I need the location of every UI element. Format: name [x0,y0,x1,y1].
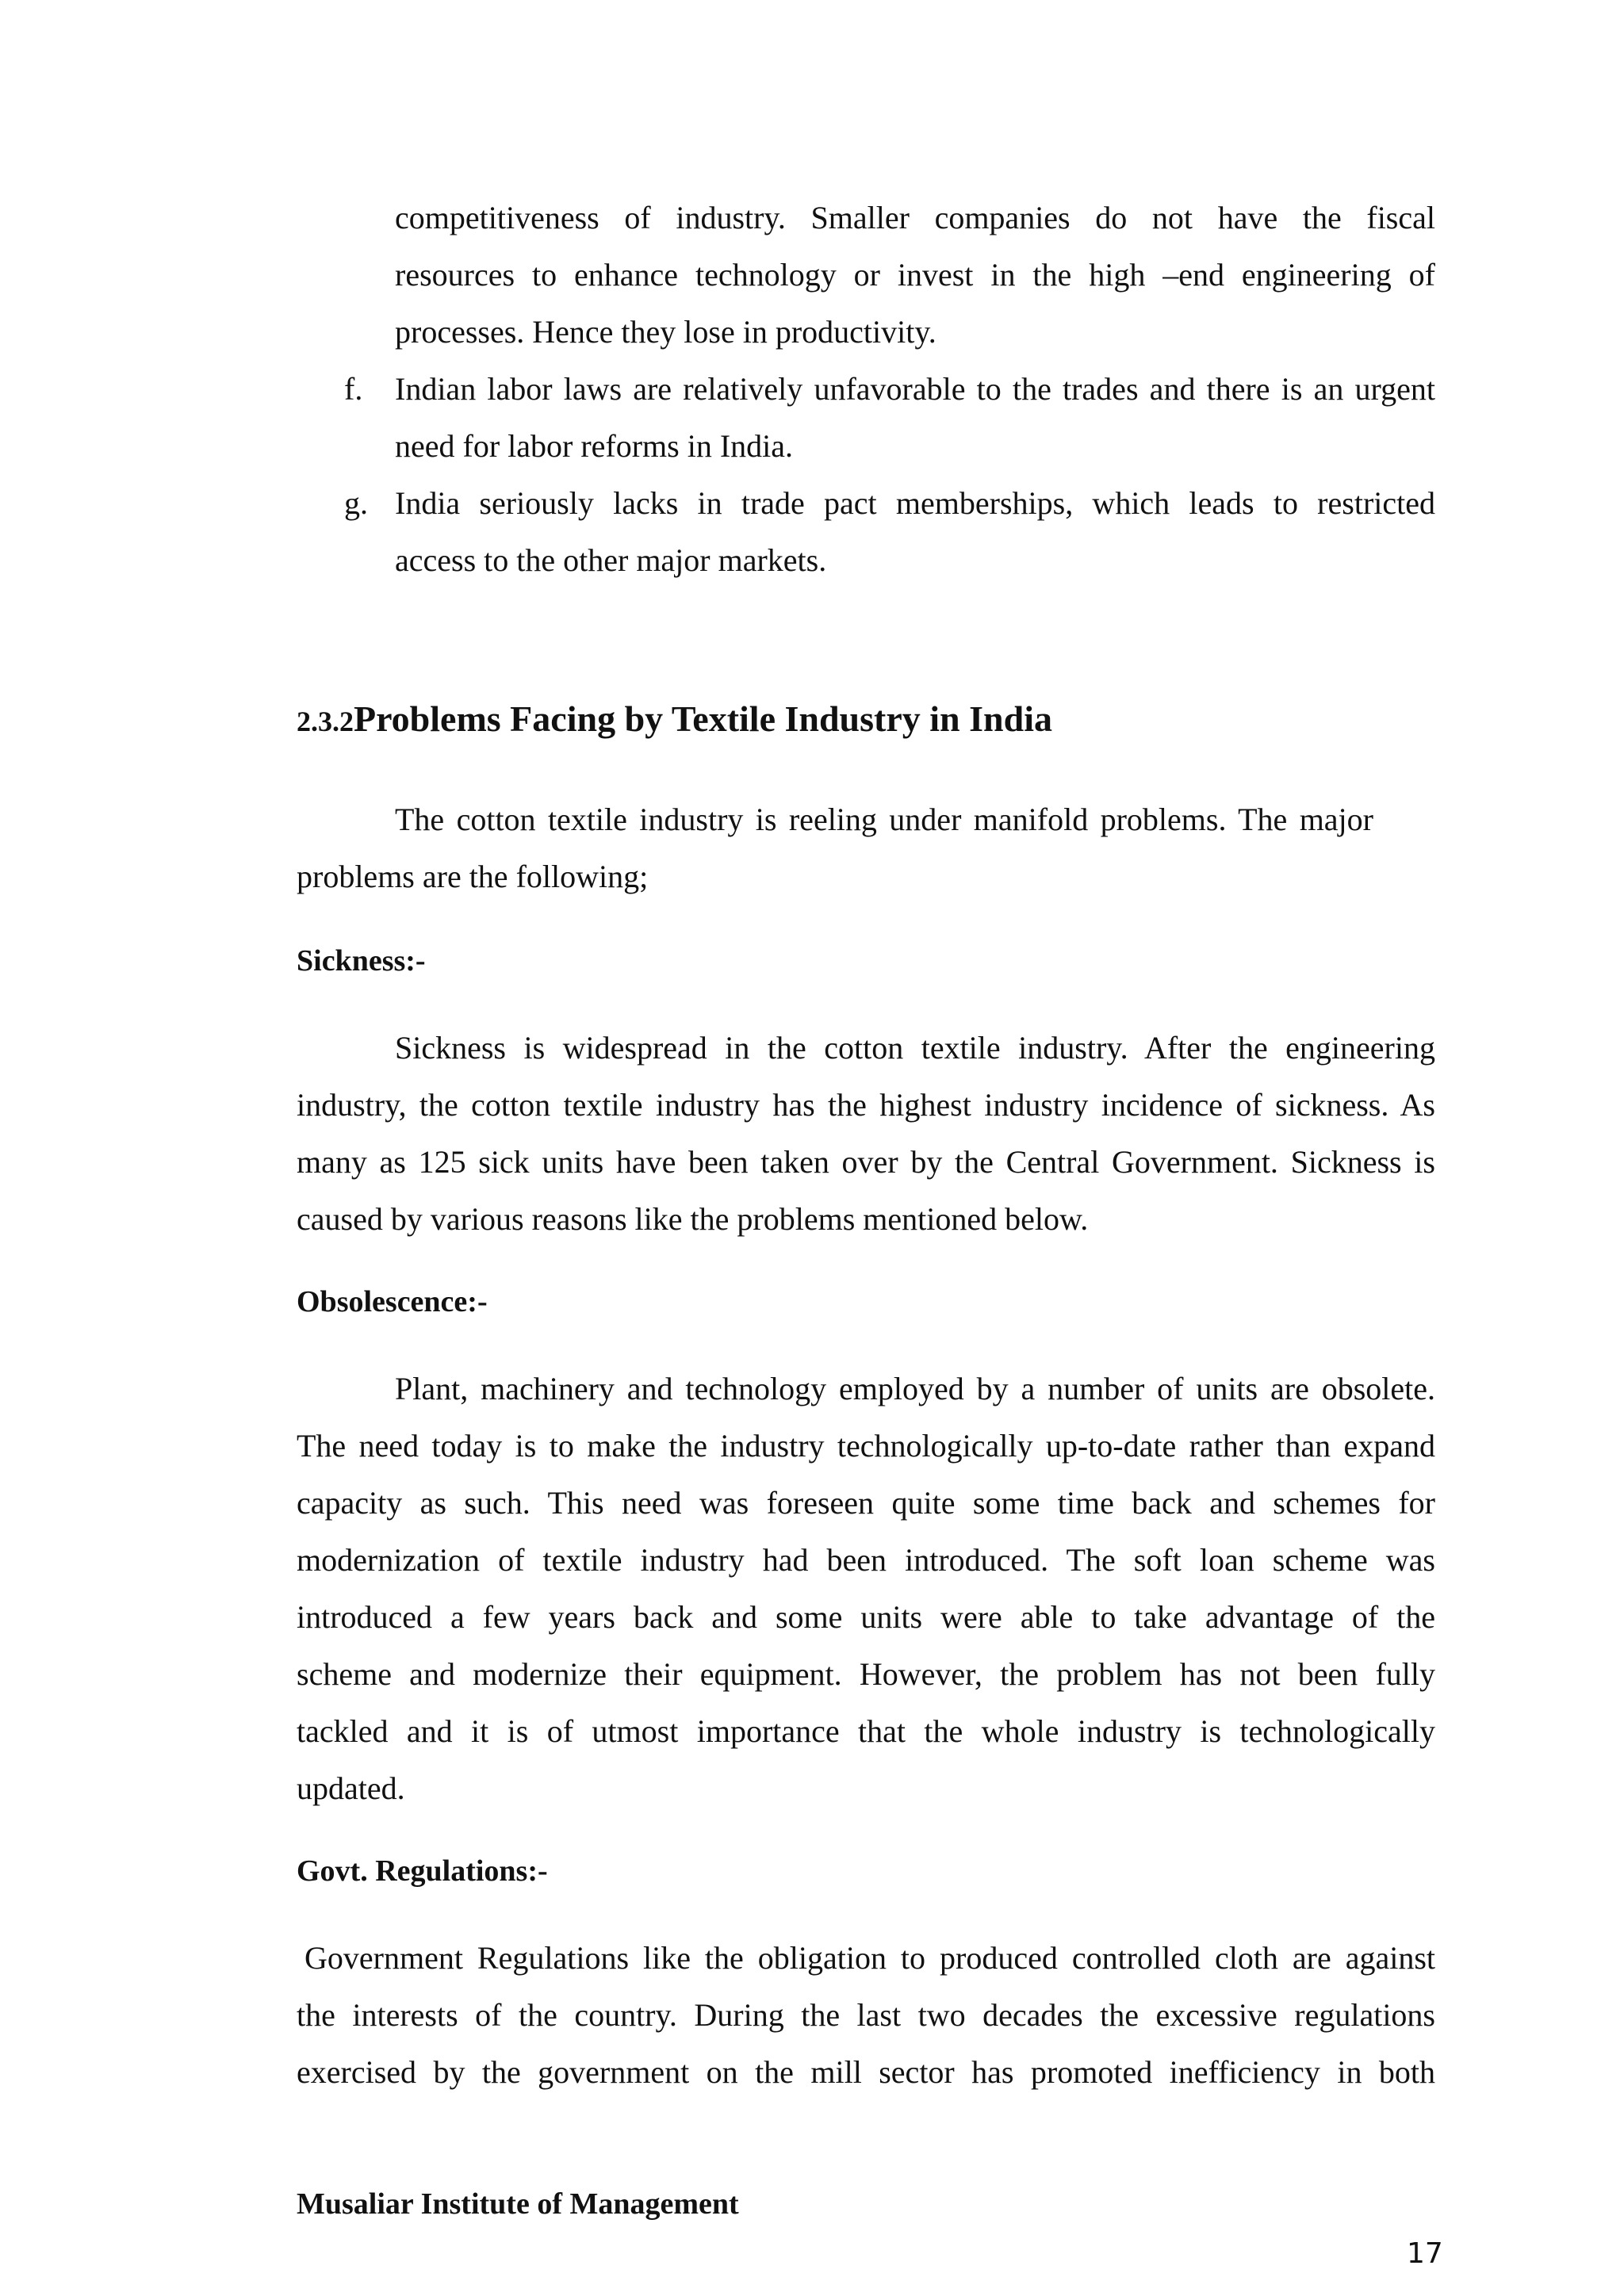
regulations-line-2: the interests of the country. During the last two decades the excessive regulations [297,1997,1435,2033]
obsolescence-line-3: capacity as such. This need was foreseen quite some time back and schemes for [297,1485,1435,1521]
obsolescence-line-2: The need today is to make the industry technologically up-to-date rather than expand [297,1428,1435,1464]
obsolescence-line-6: scheme and modernize their equipment. However, the problem has not been fully [297,1656,1435,1692]
sickness-line-2: industry, the cotton textile industry has the highest industry incidence of sickness. As [297,1087,1435,1123]
sickness-heading: Sickness:- [297,944,426,978]
sickness-line-4: caused by various reasons like the problems mentioned below. [297,1201,1089,1237]
regulations-line-3: exercised by the government on the mill sector has promoted inefficiency in both [297,2054,1435,2090]
regulations-heading: Govt. Regulations:- [297,1854,548,1888]
obsolescence-line-7: tackled and it is of utmost importance that the whole industry is technologically [297,1713,1435,1749]
list-continuation-line-2: resources to enhance technology or invest in the high –end engineering of [395,257,1435,293]
obsolescence-line-8: updated. [297,1770,405,1806]
section-title: Problems Facing by Textile Industry in India [354,698,1052,739]
footer-institution: Musaliar Institute of Management [297,2187,739,2221]
list-item-f-line-2: need for labor reforms in India. [395,428,794,464]
obsolescence-line-5: introduced a few years back and some units were able to take advantage of the [297,1599,1435,1635]
sickness-line-3: many as 125 sick units have been taken over by the Central Government. Sickness is [297,1144,1435,1180]
section-number: 2.3.2 [297,706,354,737]
regulations-line-1: Government Regulations like the obligation to produced controlled cloth are against [304,1940,1435,1976]
list-item-g-line-1: India seriously lacks in trade pact memberships, which leads to restricted [395,485,1435,521]
obsolescence-heading: Obsolescence:- [297,1285,488,1318]
list-marker-f: f. [344,371,363,407]
list-marker-g: g. [344,485,368,521]
page-number: 17 [1407,2237,1443,2270]
list-continuation-line-3: processes. Hence they lose in productivity. [395,314,936,350]
intro-line-2: problems are the following; [297,859,649,894]
list-continuation-line-1: competitiveness of industry. Smaller companies do not have the fiscal [395,200,1435,235]
list-item-g-line-2: access to the other major markets. [395,542,827,578]
obsolescence-line-1: Plant, machinery and technology employed by a number of units are obsolete. [395,1371,1435,1406]
obsolescence-line-4: modernization of textile industry had been introduced. The soft loan scheme was [297,1542,1435,1578]
intro-line-1: The cotton textile industry is reeling under manifold problems. The major [395,802,1373,837]
list-item-f-line-1: Indian labor laws are relatively unfavorable to the trades and there is an urgent [395,371,1435,407]
section-heading [297,698,1052,740]
sickness-line-1: Sickness is widespread in the cotton textile industry. After the engineering [395,1030,1435,1066]
